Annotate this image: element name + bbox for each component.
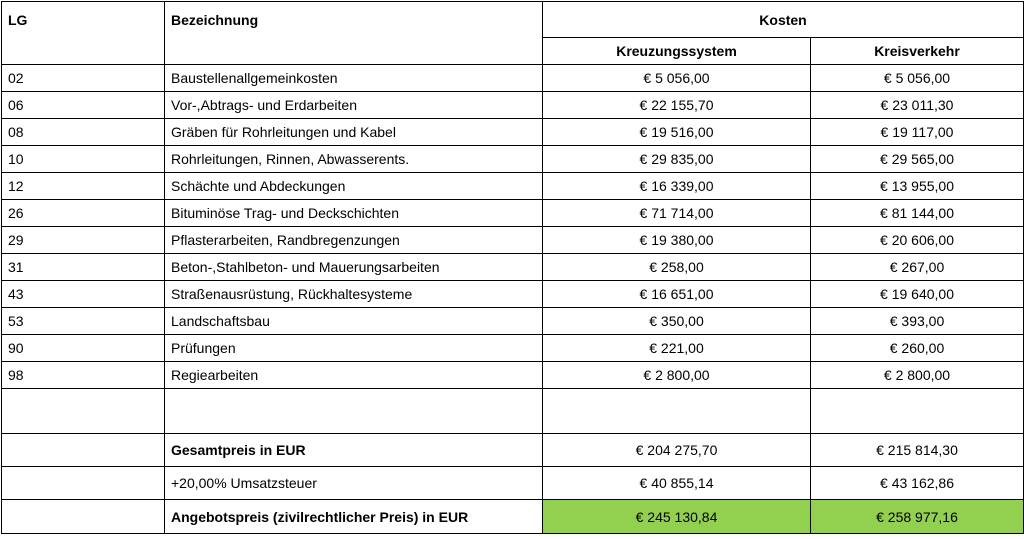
- umsatzsteuer-label: +20,00% Umsatzsteuer: [165, 467, 543, 500]
- gesamtpreis-kreisverkehr: € 215 814,30: [811, 434, 1024, 467]
- lg-cell: 98: [2, 362, 165, 389]
- kreisverkehr-cell: € 5 056,00: [811, 65, 1024, 92]
- lg-cell: 26: [2, 200, 165, 227]
- kreisverkehr-cell: € 20 606,00: [811, 227, 1024, 254]
- kreisverkehr-cell: € 260,00: [811, 335, 1024, 362]
- table-row: [2, 200, 1024, 227]
- kreisverkehr-cell: € 29 565,00: [811, 146, 1024, 173]
- bezeichnung-cell: Schächte und Abdeckungen: [165, 173, 543, 200]
- umsatzsteuer-kreisverkehr: € 43 162,86: [811, 467, 1024, 500]
- table-row: [2, 362, 1024, 389]
- bezeichnung-cell: Landschaftsbau: [165, 308, 543, 335]
- table-row: [2, 254, 1024, 281]
- lg-cell: 43: [2, 281, 165, 308]
- kreisverkehr-cell: € 267,00: [811, 254, 1024, 281]
- gesamtpreis-kreuzungssystem: € 204 275,70: [543, 434, 811, 467]
- table-row: [2, 119, 1024, 146]
- table-row: [2, 335, 1024, 362]
- lg-cell: 31: [2, 254, 165, 281]
- empty-row: [2, 389, 1024, 434]
- table-row: [2, 92, 1024, 119]
- bezeichnung-cell: Regiearbeiten: [165, 362, 543, 389]
- kreisverkehr-cell: € 23 011,30: [811, 92, 1024, 119]
- bezeichnung-cell: Baustellenallgemeinkosten: [165, 65, 543, 92]
- umsatzsteuer-kreuzungssystem: € 40 855,14: [543, 467, 811, 500]
- umsatzsteuer-row: [2, 467, 1024, 500]
- cost-comparison-table: [1, 1, 1024, 534]
- lg-cell: 90: [2, 335, 165, 362]
- bezeichnung-cell: Prüfungen: [165, 335, 543, 362]
- kreuzungssystem-cell: € 16 339,00: [543, 173, 811, 200]
- kreisverkehr-cell: € 2 800,00: [811, 362, 1024, 389]
- table-row: [2, 146, 1024, 173]
- kreisverkehr-cell: € 393,00: [811, 308, 1024, 335]
- gesamtpreis-label: Gesamtpreis in EUR: [165, 434, 543, 467]
- table-row: [2, 281, 1024, 308]
- header-bezeichnung: Bezeichnung: [165, 2, 543, 65]
- lg-cell: 06: [2, 92, 165, 119]
- angebotspreis-kreisverkehr: € 258 977,16: [811, 500, 1024, 534]
- kreuzungssystem-cell: € 5 056,00: [543, 65, 811, 92]
- kreuzungssystem-cell: € 258,00: [543, 254, 811, 281]
- table-row: [2, 308, 1024, 335]
- bezeichnung-cell: Beton-,Stahlbeton- und Mauerungsarbeiten: [165, 254, 543, 281]
- angebotspreis-kreuzungssystem: € 245 130,84: [543, 500, 811, 534]
- gesamtpreis-row: [2, 434, 1024, 467]
- kreuzungssystem-cell: € 71 714,00: [543, 200, 811, 227]
- header-kreisverkehr: Kreisverkehr: [811, 38, 1024, 65]
- lg-cell: 29: [2, 227, 165, 254]
- kreisverkehr-cell: € 19 640,00: [811, 281, 1024, 308]
- kreuzungssystem-cell: € 221,00: [543, 335, 811, 362]
- bezeichnung-cell: Pflasterarbeiten, Randbregenzungen: [165, 227, 543, 254]
- kreuzungssystem-cell: € 19 380,00: [543, 227, 811, 254]
- angebotspreis-row: [2, 500, 1024, 534]
- bezeichnung-cell: Bituminöse Trag- und Deckschichten: [165, 200, 543, 227]
- bezeichnung-cell: Vor-,Abtrags- und Erdarbeiten: [165, 92, 543, 119]
- kreuzungssystem-cell: € 22 155,70: [543, 92, 811, 119]
- kreisverkehr-cell: € 13 955,00: [811, 173, 1024, 200]
- kreisverkehr-cell: € 81 144,00: [811, 200, 1024, 227]
- table-row: [2, 173, 1024, 200]
- lg-cell: 12: [2, 173, 165, 200]
- header-kreuzungssystem: Kreuzungssystem: [543, 38, 811, 65]
- lg-cell: 08: [2, 119, 165, 146]
- header-lg: LG: [2, 2, 165, 65]
- lg-cell: 53: [2, 308, 165, 335]
- bezeichnung-cell: Gräben für Rohrleitungen und Kabel: [165, 119, 543, 146]
- kreuzungssystem-cell: € 2 800,00: [543, 362, 811, 389]
- kreuzungssystem-cell: € 16 651,00: [543, 281, 811, 308]
- bezeichnung-cell: Straßenausrüstung, Rückhaltesysteme: [165, 281, 543, 308]
- table-row: [2, 227, 1024, 254]
- kreuzungssystem-cell: € 19 516,00: [543, 119, 811, 146]
- kreisverkehr-cell: € 19 117,00: [811, 119, 1024, 146]
- kreuzungssystem-cell: € 29 835,00: [543, 146, 811, 173]
- kreuzungssystem-cell: € 350,00: [543, 308, 811, 335]
- lg-cell: 10: [2, 146, 165, 173]
- angebotspreis-label: Angebotspreis (zivilrechtlicher Preis) in EUR: [165, 500, 543, 534]
- header-row: [2, 2, 1024, 38]
- header-kosten: Kosten: [543, 2, 1024, 38]
- lg-cell: 02: [2, 65, 165, 92]
- bezeichnung-cell: Rohrleitungen, Rinnen, Abwasserents.: [165, 146, 543, 173]
- table-row: [2, 65, 1024, 92]
